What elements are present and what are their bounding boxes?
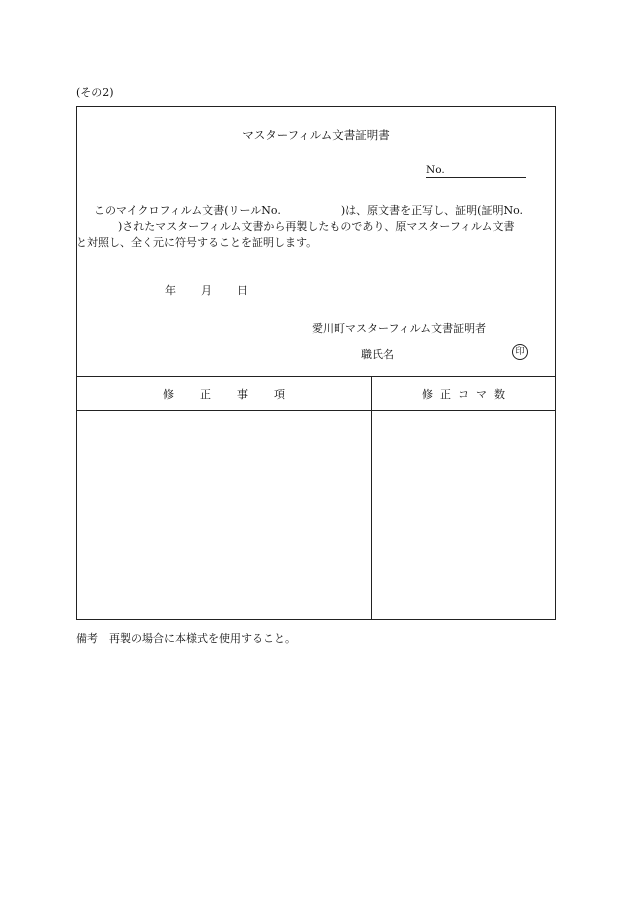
signature-label: 職氏名 [361,348,394,361]
body-line-1 [94,202,523,218]
form-number: (その2) [76,86,114,99]
frame-count-cell[interactable] [372,411,555,619]
body-text-cert: )は、原文書を正写し、証明(証明No. [340,204,524,217]
correction-items-cell[interactable] [77,411,371,619]
date-month-label: 月 [201,284,212,297]
certifier-title: 愛川町マスターフィルム文書証明者 [312,322,487,335]
date-day-label: 日 [237,284,248,297]
header-frame-count: 修正コマ数 [422,387,512,401]
certificate-number-field: No. [426,163,526,178]
date-year-label: 年 [165,284,176,297]
document-title: マスターフィルム文書証明書 [242,128,390,142]
seal-icon: 印 [512,344,528,360]
body-line-3: と対照し、全く元に符号することを証明します。 [76,236,318,249]
body-text-reel: このマイクロフィルム文書(リールNo. [94,204,281,217]
body-line-2: )されたマスターフィルム文書から再製したものであり、原マスターフィルム文書 [118,220,515,233]
header-correction-items: 修正事項 [163,387,311,401]
remarks-note: 備考 再製の場合に本様式を使用すること。 [76,632,296,645]
